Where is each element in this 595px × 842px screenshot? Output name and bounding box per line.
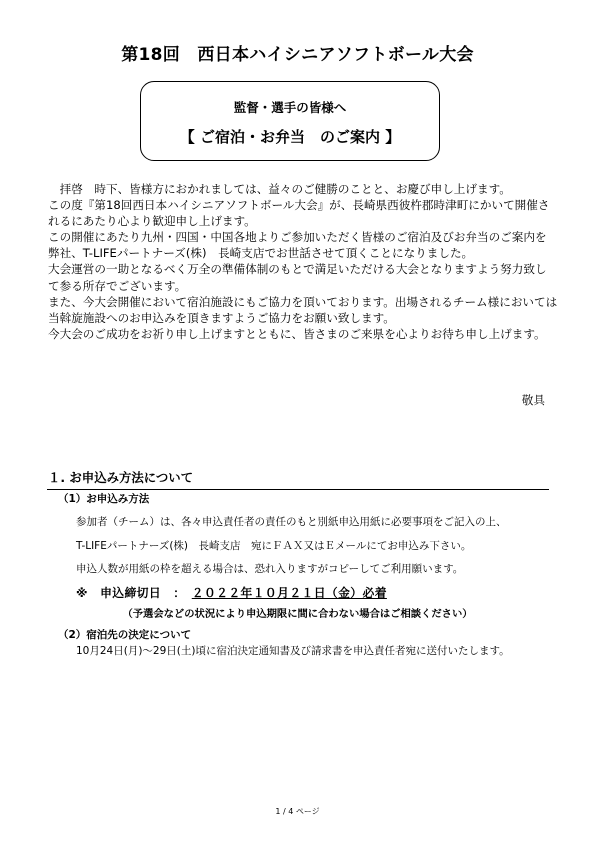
box-main-heading: 【 ご宿泊・お弁当 のご案内 】	[179, 128, 401, 146]
deadline	[76, 584, 387, 601]
closing-keigu: 敬具	[521, 393, 545, 407]
application-line: 申込人数が用紙の枠を超える場合は、恐れ入りますがコピーしてご利用願います。	[76, 563, 464, 575]
lodging-line: 10月24日(月)～29日(土)頃に宿泊決定通知書及び請求書を申込責任者宛に送付いたします。	[76, 645, 510, 657]
paragraph: この開催にあたり九州・四国・中国各地よりご参加いただく皆様のご宿泊及びお弁当のご案内を弊社、T-LIFEパートナーズ(株) 長崎支店でお世話させて頂くことになりました。	[48, 230, 547, 261]
paragraph: 大会運営の一助となるべく万全の準備体制のもとで満足いただける大会となりますよう努力致して参る所存でございます。	[48, 262, 547, 293]
application-line: 参加者（チーム）は、各々申込責任者の責任のもと別紙申込用紙に必要事項をご記入の上、	[76, 516, 507, 528]
section-heading: １. お申込み方法について	[48, 470, 194, 485]
deadline-date: ２０２２年１０月２１日（金）必着	[191, 586, 387, 600]
page-number: 1 / 4 ページ	[275, 807, 320, 816]
paragraph: この度『第18回西日本ハイシニアソフトボール大会』が、長崎県西彼杵郡時津町にかいて開催されるにあたり心より歓迎申し上げます。	[48, 198, 550, 229]
greeting-body	[48, 181, 558, 342]
application-line: T-LIFEパートナーズ(株) 長崎支店 宛にＦＡＸ又はＥメールにてお申込み下さい。	[76, 540, 472, 552]
section-divider	[47, 489, 549, 490]
paragraph: 今大会のご成功をお祈り申し上げますとともに、皆さまのご来県を心よりお待ち申し上げます。	[48, 326, 546, 341]
document-title: 第18回 西日本ハイシニアソフトボール大会	[121, 45, 474, 65]
deadline-notice: （予選会などの状況により申込期限に間に合わない場合はご相談ください）	[122, 608, 473, 620]
paragraph: また、今大会開催において宿泊施設にもご協力を頂いております。出場されるチーム様においては当斡旋施設へのお申込みを頂きますようご協力をお願い致します。	[48, 294, 558, 325]
paragraph: 拝啓 時下、皆様方におかれましては、益々のご健勝のことと、お慶び申し上げます。	[48, 182, 511, 196]
notice-box	[140, 81, 440, 161]
box-subtitle: 監督・選手の皆様へ	[233, 100, 347, 115]
subsection-heading-lodging: （2）宿泊先の決定について	[58, 629, 192, 641]
deadline-label: ※ 申込締切日 ：	[76, 586, 192, 600]
subsection-heading-application: （1）お申込み方法	[58, 493, 150, 505]
